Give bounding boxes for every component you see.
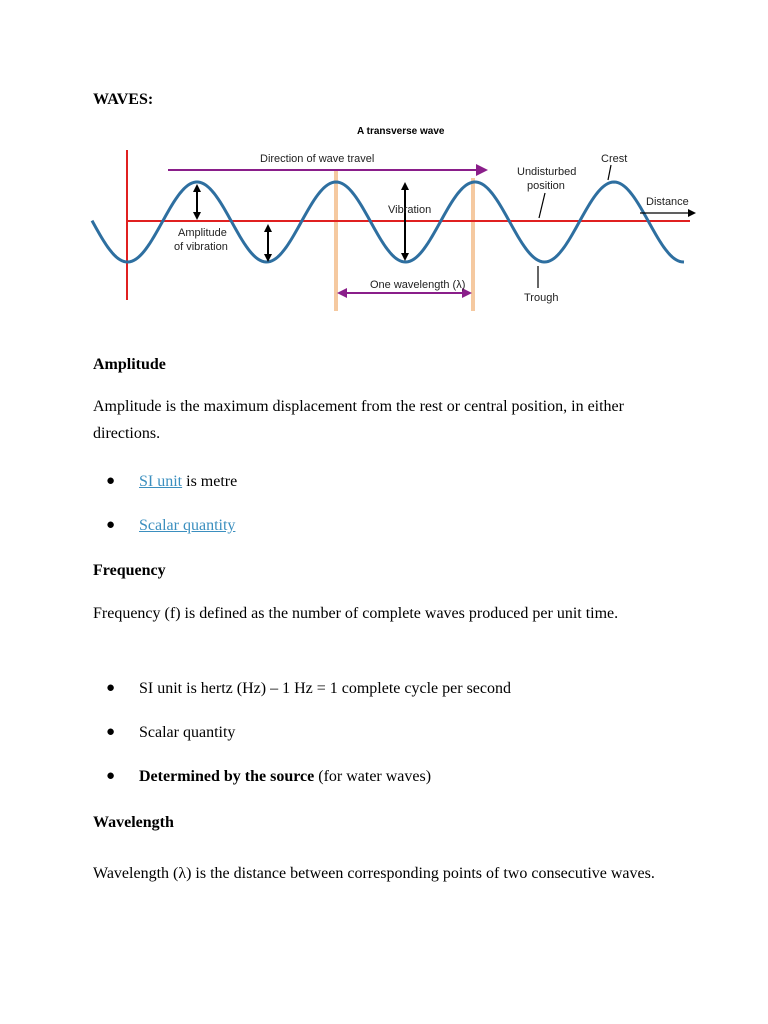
direction-arrowhead [476,164,488,176]
wavelength-heading: Wavelength [93,814,174,831]
undisturbed-label-1: Undisturbed [517,166,577,178]
amplitude-label-1: Amplitude [178,227,227,239]
bullet-icon: ● [106,724,116,740]
distance-arrowhead [688,209,696,217]
undisturbed-pointer [539,193,545,218]
amplitude-heading: Amplitude [93,356,166,373]
undisturbed-label-2: position [527,180,565,192]
diagram-title: A transverse wave [357,126,445,137]
wavelength-marker-right [471,178,475,311]
scalar-quantity-link[interactable]: Scalar quantity [139,517,236,534]
vibration-label: Vibration [388,204,432,216]
bullet-icon: ● [106,680,116,696]
wavelength-definition: Wavelength (λ) is the distance between corresponding points of two consecutive waves. [93,865,655,882]
amplitude-definition: Amplitude is the maximum displacement from the rest or central position, in either directions. [93,398,624,442]
direction-label: Direction of wave travel [260,153,375,165]
bullet-icon: ● [106,517,116,533]
frequency-definition: Frequency (f) is defined as the number of complete waves produced per unit time. [93,605,619,622]
page-heading: WAVES: [93,91,154,108]
amplitude-bullet-1: SI unit is metre [139,473,238,490]
frequency-heading: Frequency [93,562,166,579]
amplitude-bullet-2 [139,512,235,539]
bullet-icon: ● [106,768,116,784]
frequency-bullet-2: Scalar quantity [139,724,236,741]
wavelength-marker-left [334,171,338,311]
amplitude-arrow-trough [264,224,272,262]
trough-label: Trough [524,292,559,304]
crest-pointer [608,165,611,180]
bullet-icon: ● [106,473,116,489]
wavelength-label: One wavelength (λ) [370,279,466,291]
si-unit-link[interactable]: SI unit [139,473,183,490]
distance-label: Distance [646,196,689,208]
crest-label: Crest [601,153,628,165]
transverse-wave-diagram [90,115,700,320]
frequency-bullet-3: Determined by the source (for water waves) [139,768,432,785]
wavelength-arrowhead-left [337,288,347,298]
amplitude-label-2: of vibration [174,241,228,253]
frequency-bullet-1: SI unit is hertz (Hz) – 1 Hz = 1 complete cycle per second [139,680,512,697]
amplitude-arrow-crest [193,184,201,220]
